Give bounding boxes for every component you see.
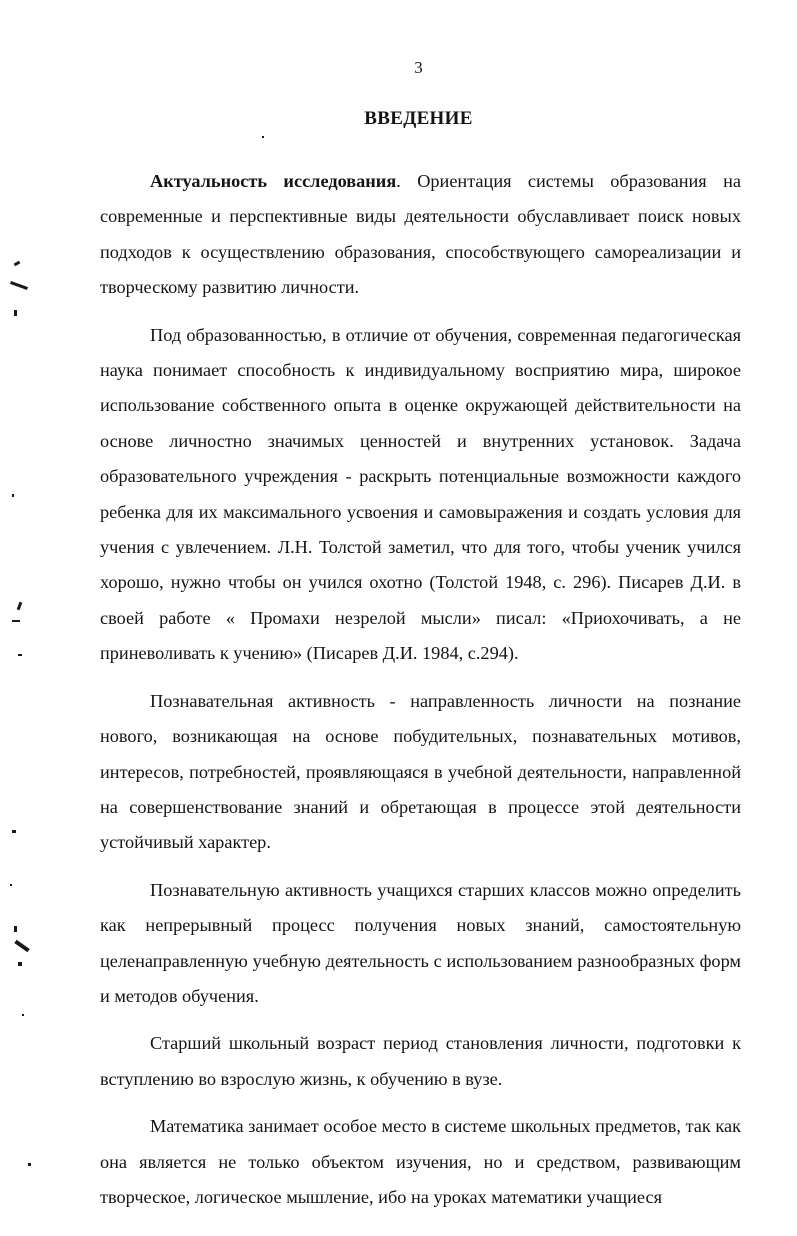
- page-number: 3: [414, 58, 423, 77]
- scan-mark: [12, 620, 20, 622]
- scan-mark: [28, 1163, 31, 1166]
- scan-mark: [18, 654, 22, 656]
- page-title: ВВЕДЕНИЕ: [364, 108, 473, 129]
- body-text: [100, 164, 741, 1215]
- scan-mark: [12, 494, 14, 497]
- scan-mark: [22, 1014, 24, 1016]
- scan-mark: [12, 830, 16, 833]
- paragraph: [100, 164, 741, 306]
- scan-mark: [14, 261, 21, 267]
- paragraph: Познавательная активность - направленность личности на познание нового, возникающая на основе побудительных, познавательных мотивов, интересов, потребностей, проявляющаяся в учебной деятельности, направленной на совершенствование знаний и обретающая в процессе этой деятельности устойчивый характер.: [100, 690, 741, 853]
- scan-mark: [14, 310, 17, 316]
- paragraph-lead: Актуальность исследования: [150, 171, 397, 191]
- paragraph: Математика занимает особое место в системе школьных предметов, так как она является не только объектом изучения, но и средством, развивающим творческое, логическое мышление, ибо на уроках математики учащиеся: [100, 1116, 741, 1207]
- paragraph-text: . Ориентация системы образования на современные и перспективные виды деятельности обуславливает поиск новых подходов к осуществлению образования, способствующего самореализации и творческому развитию личности.: [100, 171, 741, 298]
- scan-mark: [14, 926, 17, 932]
- paragraph: Познавательную активность учащихся старших классов можно определить как непрерывный процесс получения новых знаний, самостоятельную целенаправленную учебную деятельность с использованием разнообразных форм и методов обучения.: [100, 879, 741, 1006]
- paragraph: Под образованностью, в отличие от обучения, современная педагогическая наука понимает способность к индивидуальному восприятию мира, широкое использование собственного опыта в оценке окружающей действительности на основе личностно значимых ценностей и внутренних установок. Задача образовательного учреждения - раскрыть потенциальные возможности каждого ребенка для их максимального усвоения и самовыражения и создать условия для учения с увлечением. Л.Н. Толстой заметил, что для того, чтобы ученик учился хорошо, нужно чтобы он учился охотно (Толстой 1948, с. 296). Писарев Д.И. в своей работе « Промахи незрелой мысли» писал: «Приохочивать, а не приневоливать к учению» (Писарев Д.И. 1984, с.294).: [100, 324, 741, 664]
- scan-mark: [17, 602, 23, 611]
- scan-mark: [10, 884, 12, 886]
- scan-mark: [14, 940, 29, 952]
- paragraph: Старший школьный возраст период становления личности, подготовки к вступлению во взрослую жизнь, к обучению в вузе.: [100, 1033, 741, 1089]
- scan-mark: [18, 962, 22, 966]
- scan-mark: [262, 136, 264, 138]
- scan-mark: [10, 281, 28, 290]
